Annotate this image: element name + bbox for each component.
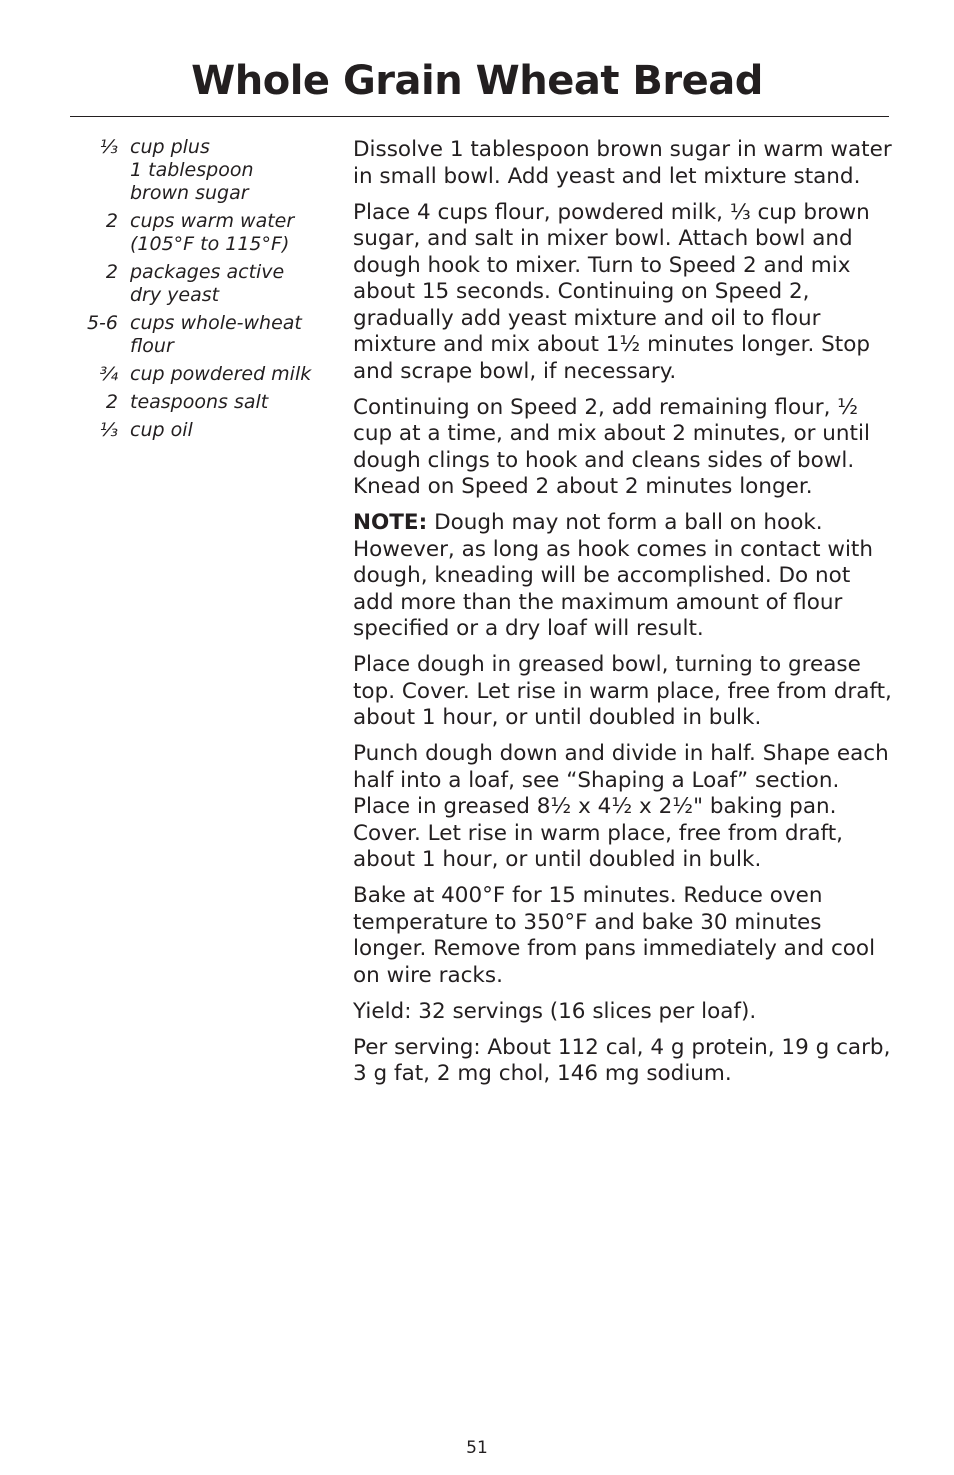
ingredient-item — [70, 312, 330, 358]
ingredient-description: teaspoons salt — [130, 391, 269, 413]
instruction-step: Dissolve 1 tablespoon brown sugar in warm water in small bowl. Add yeast and let mixture stand. — [353, 137, 892, 189]
page-number: 51 — [466, 1438, 488, 1458]
ingredient-item — [70, 136, 330, 205]
ingredient-list — [70, 136, 330, 447]
instruction-step: Bake at 400°F for 15 minutes. Reduce oven temperature to 350°F and bake 30 minutes longer. Remove from pans immediately and cool on wire racks. — [353, 883, 876, 988]
ingredient-item — [70, 419, 330, 442]
ingredient-description: cups whole-wheat flour — [130, 312, 302, 357]
note-text: Dough may not form a ball on hook. However, as long as hook comes in contact with dough, kneading will be accomplished. Do not add more than the maximum amount of flour specified or a dry loaf will result. — [353, 510, 873, 641]
note-step — [353, 510, 893, 643]
instruction-step: Place 4 cups flour, powdered milk, ⅓ cup brown sugar, and salt in mixer bowl. Attach bowl and dough hook to mixer. Turn to Speed 2 and mix about 15 seconds. Continuing on Speed 2, gradually add yeast mixture and oil to flour mixture and mix about 1½ minutes longer. Stop and scrape bowl, if necessary. — [353, 199, 871, 384]
instruction-step: Continuing on Speed 2, add remaining flour, ½ cup at a time, and mix about 2 minutes, or until dough clings to hook and cleans sides of bowl. Knead on Speed 2 about 2 minutes longer. — [353, 394, 870, 499]
ingredient-description: cup plus 1 tablespoon brown sugar — [130, 136, 254, 204]
instructions — [353, 137, 893, 1097]
ingredient-quantity: ⅓ — [99, 136, 118, 158]
ingredient-description: cup powdered milk — [130, 363, 312, 385]
ingredient-description: cup oil — [130, 419, 193, 441]
ingredient-quantity: ¾ — [99, 363, 118, 385]
note-label: NOTE: — [353, 510, 428, 535]
ingredient-item — [70, 261, 330, 307]
instruction-step: Place dough in greased bowl, turning to grease top. Cover. Let rise in warm place, free from draft, about 1 hour, or until doubled in bulk. — [353, 652, 892, 730]
ingredient-quantity: 2 — [105, 210, 118, 232]
page-title: Whole Grain Wheat Bread — [191, 58, 763, 104]
ingredient-item — [70, 391, 330, 414]
ingredient-description: packages active dry yeast — [130, 261, 285, 306]
ingredient-quantity: 5-6 — [86, 312, 118, 334]
yield-text: Yield: 32 servings (16 slices per loaf). — [353, 998, 757, 1024]
ingredient-quantity: 2 — [105, 391, 118, 413]
instruction-step: Punch dough down and divide in half. Shape each half into a loaf, see “Shaping a Loaf” section. Place in greased 8½ x 4½ x 2½" baking pan. Cover. Let rise in warm place, free from draft, about 1 hour, or until doubled in bulk. — [353, 741, 889, 872]
title-divider — [70, 116, 889, 117]
ingredient-quantity: ⅓ — [99, 419, 118, 441]
ingredient-item — [70, 363, 330, 386]
ingredient-description: cups warm water (105°F to 115°F) — [130, 210, 295, 255]
ingredient-item — [70, 210, 330, 256]
nutrition-text: Per serving: About 112 cal, 4 g protein, 19 g carb, 3 g fat, 2 mg chol, 146 mg sodium. — [353, 1034, 891, 1086]
ingredient-quantity: 2 — [105, 261, 118, 283]
